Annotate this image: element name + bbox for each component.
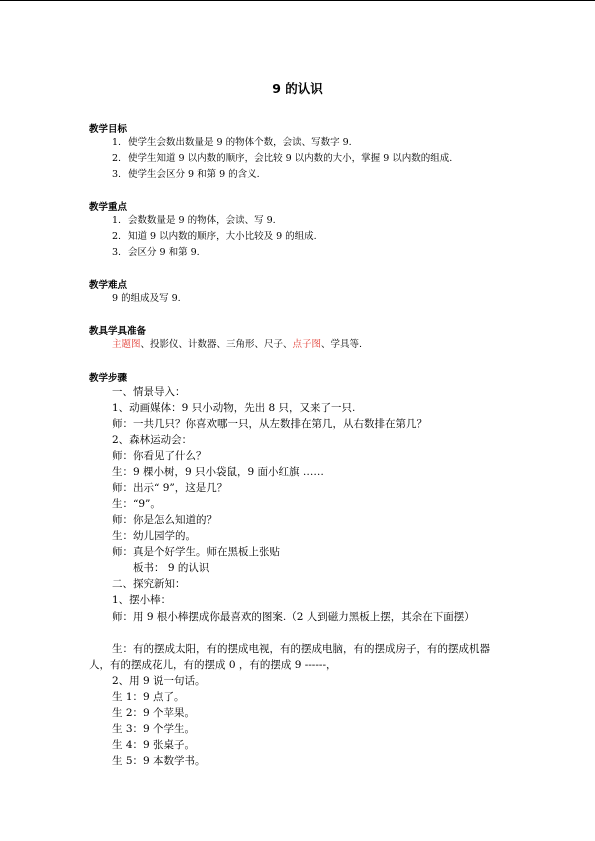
steps-line-2: 1、动画媒体：9 只小动物，先出 8 只，又来了一只. [112,402,356,414]
difficulty-heading: 教学难点 [89,280,128,291]
steps-heading: 教学步骤 [89,373,128,384]
steps-line-17: 2、用 9 说一句话。 [112,675,206,687]
steps-line-9: 师：你是怎么知道的？ [112,514,217,526]
materials-list-end: 、学具等. [321,339,363,350]
keypoints-item-3-num: 3. [112,247,122,258]
materials-dot-image: 点子图 [292,339,322,350]
goals-item-3-text: 使学生会区分 9 和第 9 的含义. [128,169,260,180]
materials-heading: 教具学具准备 [89,326,147,337]
keypoints-item-2-num: 2. [112,231,122,242]
goals-item-3-num: 3. [112,169,122,180]
keypoints-item-2-text: 知道 9 以内数的顺序，大小比较及 9 的组成. [128,231,317,242]
goals-item-3 [112,169,260,181]
steps-line-21: 生 4：9 张桌子。 [112,739,196,751]
steps-line-13: 二、探究新知： [112,578,186,590]
steps-line-19: 生 2：9 个苹果。 [112,707,196,719]
keypoints-item-1-text: 会数数量是 9 的物体，会读、写 9. [128,215,276,226]
keypoints-item-2 [112,231,317,243]
steps-line-5: 师：你看见了什么？ [112,450,207,462]
keypoints-heading: 教学重点 [89,202,128,213]
steps-line-7: 师：出示“ 9”，这是几？ [112,482,228,494]
steps-line-11: 师：真是个好学生。师在黑板上张贴 [112,546,280,558]
page-title: 9 的认识 [272,81,323,96]
steps-line-8: 生：“9”。 [112,498,161,510]
goals-item-1-num: 1. [112,137,122,148]
goals-heading: 教学目标 [89,124,128,135]
goals-item-1 [112,137,352,149]
keypoints-item-1-num: 1. [112,215,122,226]
steps-line-3: 师：一共几只？你喜欢哪一只，从左数排在第几，从右数排在第几？ [112,418,427,430]
keypoints-item-3-text: 会区分 9 和第 9. [128,247,200,258]
goals-item-2-num: 2. [112,153,122,164]
materials-text [112,339,362,351]
goals-item-2 [112,153,452,165]
materials-theme-image: 主题图 [112,339,141,350]
steps-line-18: 生 1：9 点了。 [112,691,185,703]
steps-line-16: 生：有的摆成太阳，有的摆成电视，有的摆成电脑，有的摆成房子，有的摆成机器人，有的摆成花儿，有的摆成 0 ，有的摆成 9 ------， [89,643,490,671]
steps-line-4: 2、森林运动会： [112,434,193,446]
steps-line-15: 师：用 9 根小棒摆成你最喜欢的图案.（2 人到磁力黑板上摆，其余在下面摆） [112,611,475,623]
steps-line-14: 1、摆小棒： [112,594,172,606]
goals-item-2-text: 使学生知道 9 以内数的顺序，会比较 9 以内数的大小，掌握 9 以内数的组成. [128,153,453,164]
goals-item-1-text: 使学生会数出数量是 9 的物体个数，会读、写数字 9. [128,137,352,148]
steps-line-22: 生 5：9 本数学书。 [112,755,206,767]
keypoints-item-1 [112,215,276,227]
steps-line-20: 生 3：9 个学生。 [112,723,196,735]
keypoints-item-3 [112,247,200,259]
steps-line-1: 一、情景导入： [112,386,186,398]
steps-line-10: 生：幼儿园学的。 [112,530,196,542]
steps-line-12: 板书： 9 的认识 [133,562,210,574]
materials-list: 、投影仪、计数器、三角形、尺子、 [140,339,293,350]
difficulty-text: 9 的组成及写 9. [112,293,181,304]
steps-line-6: 生：9 棵小树，9 只小袋鼠，9 面小红旗 …… [112,466,324,478]
